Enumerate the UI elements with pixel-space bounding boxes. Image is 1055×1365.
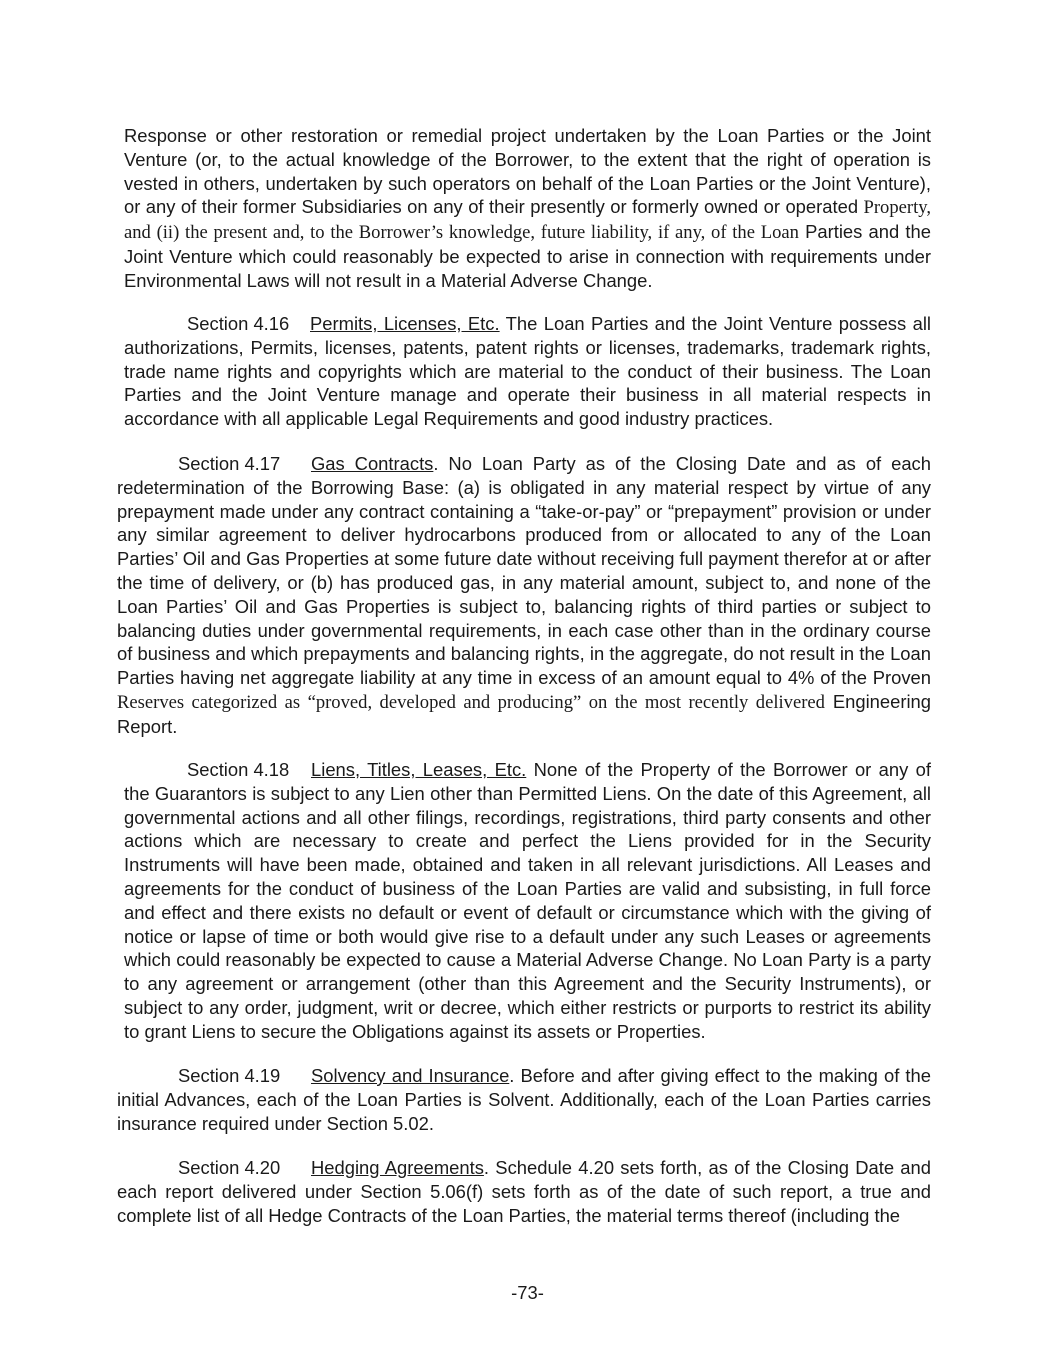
- intro-text-serif: Property, and (ii) the present and, to the Borrower’s knowledge, future liability, if any, of the Loan: [124, 197, 931, 244]
- intro-text-start: Response or other restoration or remedial project undertaken by the Loan Parties or the Joint Venture (or, to the actual knowledge of the Borrower, to the extent that the right of operation is vested in others, undertaken by such operators on behalf of the Loan Parties or the Joint Venture), or any of their former Subsidiaries on any of their presently or formerly owned or operated: [124, 125, 931, 218]
- section-4-18: [124, 758, 931, 1044]
- section-body: The Loan Parties and the Joint Venture possess all authorizations, Permits, licenses, patents, patent rights or licenses, trademarks, trademark rights, trade name rights and copyrights which are material to the conduct of their business. The Loan Parties and the Joint Venture manage and operate their business in all material respects in accordance with all applicable Legal Requirements and good industry practices.: [124, 313, 931, 430]
- section-4-19: [117, 1064, 931, 1135]
- section-title: Permits, Licenses, Etc.: [310, 313, 500, 334]
- section-body: None of the Property of the Borrower or any of the Guarantors is subject to any Lien other than Permitted Liens. On the date of this Agreement, all governmental actions and all other filings, recordings, registrations, third party consents and other actions which are necessary to create and perfect the Liens provided for in the Security Instruments will have been made, obtained and taken in all relevant jurisdictions. All Leases and agreements for the conduct of business of the Loan Parties are valid and subsisting, in full force and effect and there exists no default or event of default or circumstance which with the giving of notice or lapse of time or both would give rise to a default under any such Leases or agreements which could reasonably be expected to cause a Material Adverse Change. No Loan Party is a party to any agreement or arrangement (other than this Agreement and the Security Instruments), or subject to any order, judgment, writ or decree, which either restricts or purports to restrict its ability to grant Liens to secure the Obligations against its assets or Properties.: [124, 759, 931, 1042]
- section-body: . No Loan Party as of the Closing Date and as of each redetermination of the Borrowing Base: (a) is obligated in any material respect by virtue of any prepayment made under any contract containing a “take-or-pay” or “prepayment” provision or under any similar agreement to deliver hydrocarbons produced from or allocated to any of the Loan Parties’ Oil and Gas Properties at some future date without receiving full payment therefor at or after the time of delivery, or (b) has produced gas, in any material amount, subject to, and none of the Loan Parties’ Oil and Gas Properties is subject to, balancing rights of third parties or subject to balancing duties under governmental requirements, in each case other than in the ordinary course of business and which prepayments and balancing rights, in the aggregate, do not result in the Loan Parties having net aggregate liability at any time in excess of an amount equal to 4% of the Proven: [117, 453, 932, 689]
- section-label: Section 4.20: [178, 1157, 281, 1178]
- intro-paragraph: [124, 124, 931, 293]
- section-body: . Schedule 4.20 sets forth, as of the Closing Date and each report delivered under Section 5.06(f) sets forth as of the date of such report, a true and complete list of all Hedge Contracts of the Loan Parties, the material terms thereof (including the: [117, 1157, 931, 1226]
- section-label: Section 4.18: [187, 759, 290, 780]
- section-title: Hedging Agreements: [311, 1157, 484, 1178]
- section-label: Section 4.17: [178, 453, 281, 474]
- section-label: Section 4.16: [187, 313, 290, 334]
- intro-text-end: Parties and the Joint Venture which could reasonably be expected to arise in connection with requirements under Environmental Laws will not result in a Material Adverse Change.: [124, 221, 931, 291]
- section-4-20: [117, 1156, 931, 1227]
- section-title: Solvency and Insurance: [311, 1065, 510, 1086]
- section-4-17: [117, 452, 931, 739]
- page-number: -73-: [511, 1282, 544, 1303]
- section-body-serif: Reserves categorized as “proved, developed and producing” on the most recently delivered: [117, 691, 825, 713]
- section-body-end: Engineering Report.: [117, 690, 931, 737]
- section-title: Gas Contracts: [311, 453, 434, 474]
- section-4-16: [124, 312, 931, 431]
- section-title: Liens, Titles, Leases, Etc.: [311, 759, 527, 780]
- section-body: . Before and after giving effect to the making of the initial Advances, each of the Loan Parties is Solvent. Additionally, each of the Loan Parties carries insurance required under Section 5.02.: [117, 1065, 931, 1134]
- section-label: Section 4.19: [178, 1065, 281, 1086]
